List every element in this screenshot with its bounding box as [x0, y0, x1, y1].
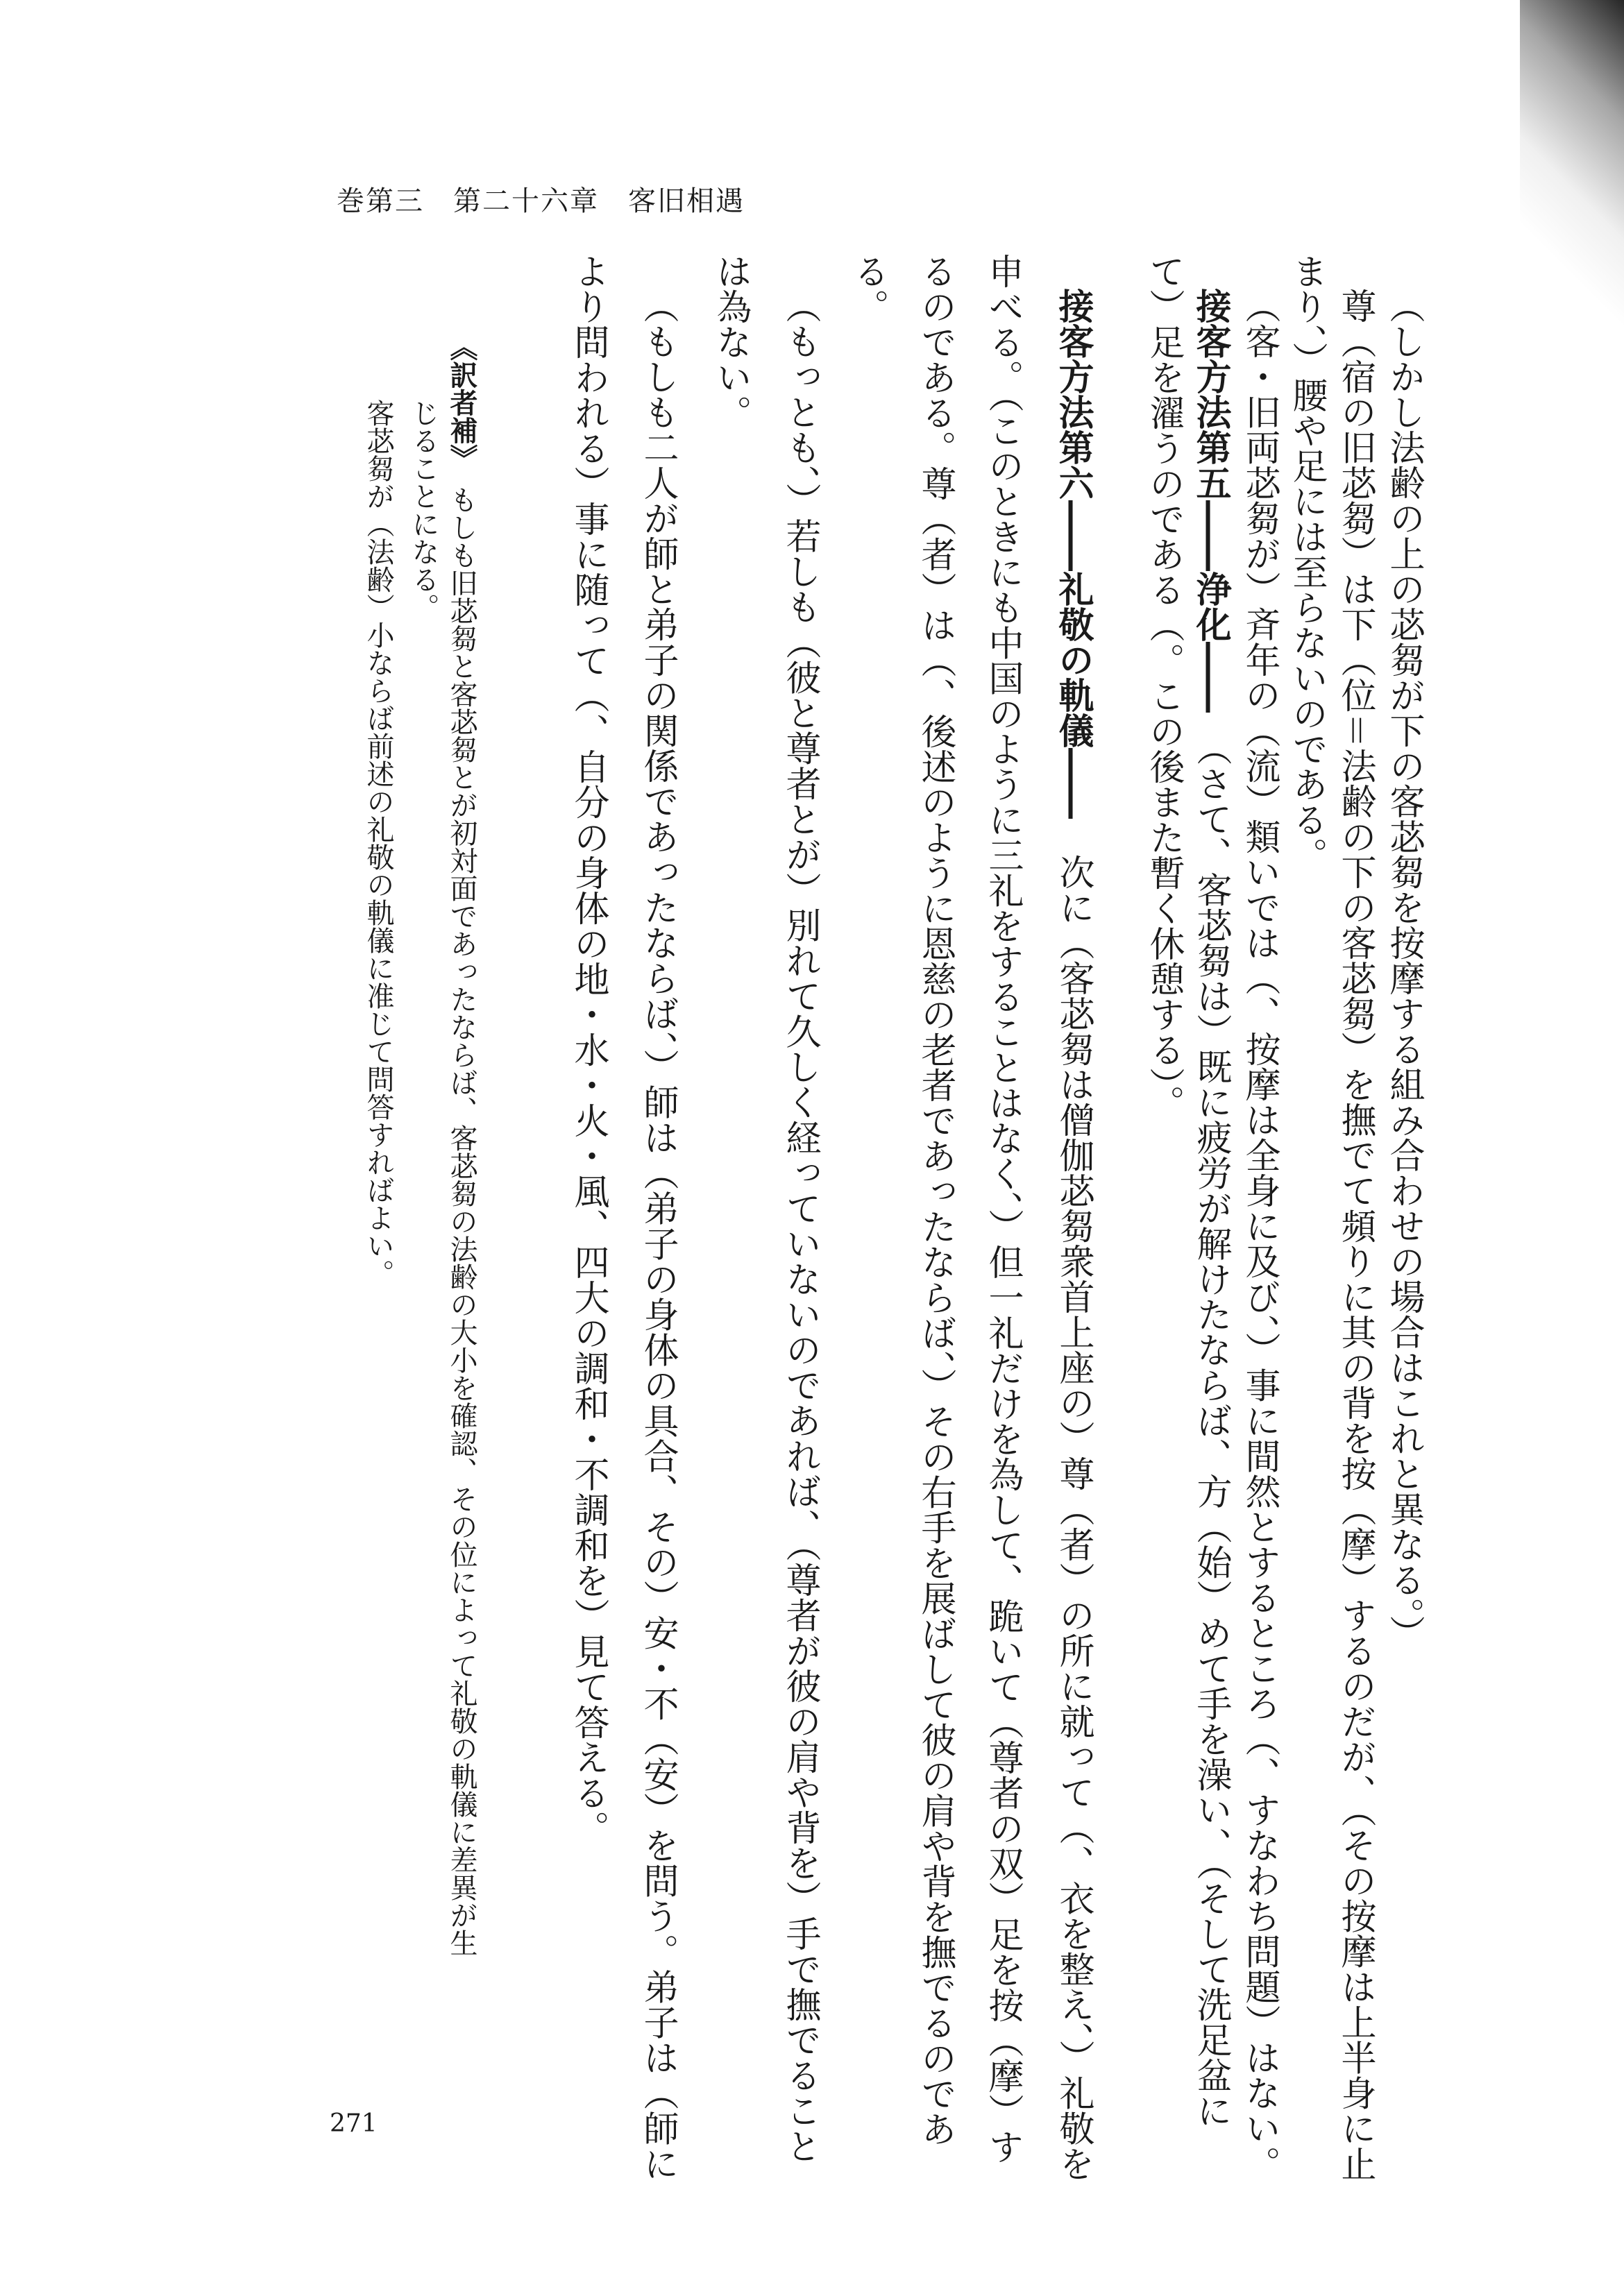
section-heading-5: 接客方法第五――浄化――: [1190, 288, 1231, 713]
text-column-10: る。: [847, 253, 888, 324]
translator-note-label: 《訳者補》: [446, 333, 478, 458]
section-heading-6: 接客方法第六――礼敬の軌儀――: [1052, 288, 1094, 819]
text-column-1: （しかし法齢の上の苾芻が下の客苾芻を按摩する組み合わせの場合はこれと異なる。）: [1383, 288, 1424, 1651]
text-column-9: るのである。尊（者）は（、後述のように恩慈の老者であったならば、）その右手を展ばして彼の肩や背を撫でるのであ: [915, 253, 956, 2147]
text-column-13: （もしも二人が師と弟子の関係であったならば、）師は（弟子の身体の具合、その）安・不（安）を問う。弟子は（師に: [637, 288, 678, 2182]
text-column-6: て）足を濯うのである（。この後また暫く休憩する）。: [1143, 253, 1184, 1121]
translator-note-line-2: じることになる。: [407, 399, 439, 621]
running-head: 巻第三 第二十六章 客旧相遇: [337, 185, 745, 217]
translator-note-line-3: 客苾芻が（法齢）小ならば前述の礼敬の軌儀に准じて問答すればよい。: [362, 399, 394, 1287]
text-column-2: 尊（宿の旧苾芻）は下（位＝法齢の下の客苾芻）を撫でて頻りに其の背を按（摩）するのだが、（その按摩は上半身に止: [1335, 288, 1376, 2182]
translator-note-line-1: 《訳者補》 もしも旧苾芻と客苾芻とが初対面であったならば、客苾芻の法齢の大小を確認、その位によって礼敬の軌儀に差異が生: [446, 333, 478, 1957]
text-column-5: 接客方法第五――浄化―― （さて、客苾芻は）既に疲労が解けたならば、方（始）めて手を澡い、（そして洗足盆に: [1190, 288, 1231, 2128]
text-column-11: （もっとも、）若しも（彼と尊者とが）別れて久しく経っていないのであれば、（尊者が彼の肩や背を）手で撫でること: [779, 288, 820, 2163]
text-column-3: まり、）腰や足には至らないのである。: [1286, 253, 1327, 873]
text-column-14: より問われる）事に随って（、自分の身体の地・水・火・風、四大の調和・不調和を）見て答える。: [568, 253, 609, 1846]
text-column-8: 申べる。（このときにも中国のように三礼をすることはなく、）但一礼だけを為して、跪いて（尊者の双）足を按（摩）す: [982, 253, 1023, 2164]
text-column-12: は為ない。: [710, 253, 751, 430]
text-column-7: 接客方法第六――礼敬の軌儀―― 次に（客苾芻は僧伽苾芻衆首上座の）尊（者）の所に就って（、衣を整え、）礼敬を: [1052, 288, 1094, 2182]
scan-edge-shadow: [1520, 0, 1624, 333]
text-column-4: （客・旧両苾芻が）斉年の（流）類いでは（、按摩は全身に及び、）事に間然とするところ（、すなわち問題）はない。: [1239, 288, 1280, 2182]
page-number: 271: [330, 2109, 378, 2138]
